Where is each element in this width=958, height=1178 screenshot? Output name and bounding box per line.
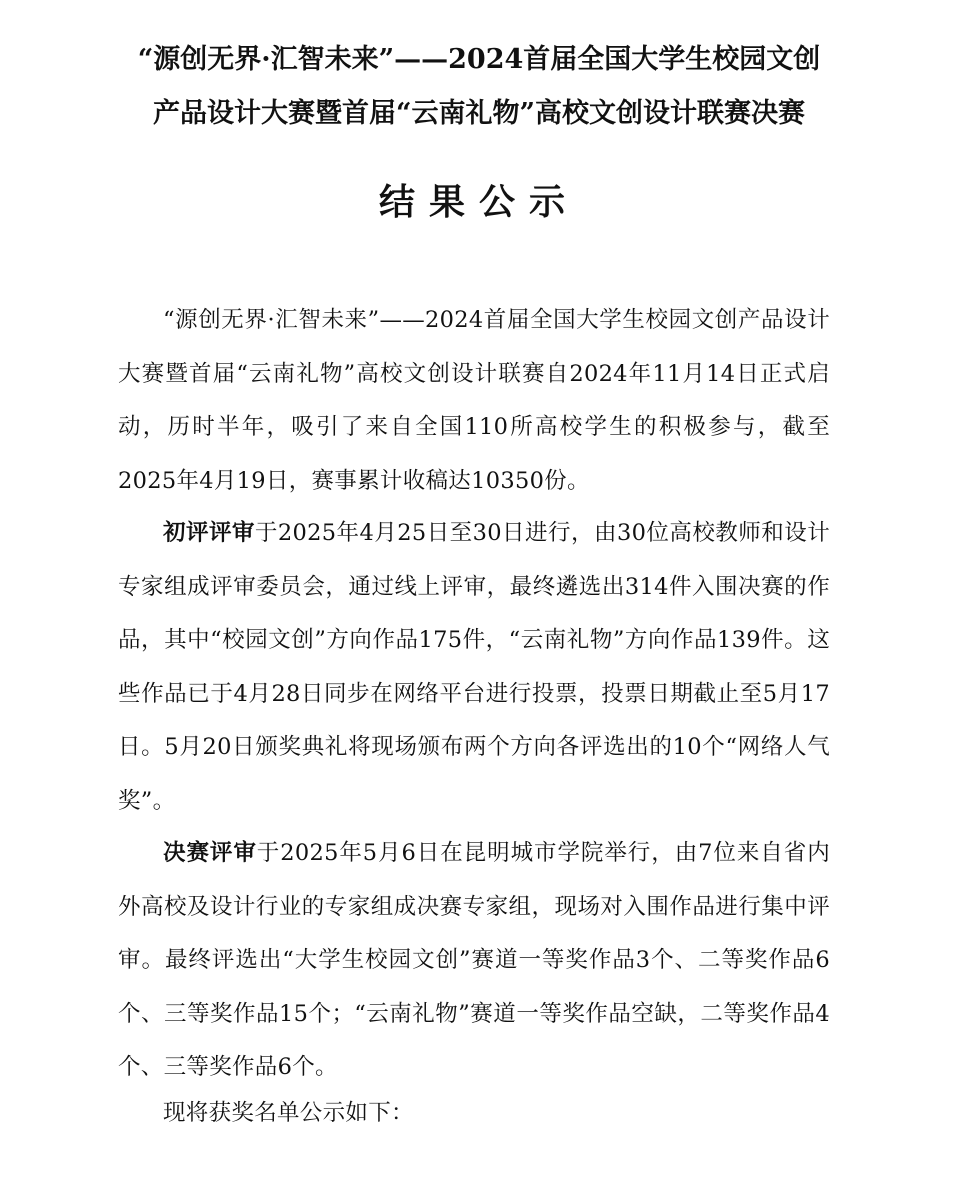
preliminary-review-label: 初评评审: [163, 520, 255, 546]
closing-paragraph: 现将获奖名单公示如下：: [163, 1100, 414, 1126]
document-title-line-1: “源创无界·汇智未来”——2024首届全国大学生校园文创: [137, 44, 821, 75]
document-title-line-2: 产品设计大赛暨首届“云南礼物”高校文创设计联赛决赛: [152, 98, 806, 129]
preliminary-review-text: 于2025年4月25日至30日进行，由30位高校教师和设计专家组成评审委员会，通过线上评审，最终遴选出314件入围决赛的作品，其中“校园文创”方向作品175件，“云南礼物”方向作品139件。这些作品已于4月28日同步在网络平台进行投票，投票日期截止至5月17日。5月20日颁奖典礼将现场颁布两个方向各评选出的10个“网络人气奖”。: [118, 520, 831, 814]
intro-paragraph: “源创无界·汇智未来”——2024首届全国大学生校园文创产品设计大赛暨首届“云南礼物”高校文创设计联赛自2024年11月14日正式启动，历时半年，吸引了来自全国110所高校学生的积极参与，截至2025年4月19日，赛事累计收稿达10350份。: [118, 307, 830, 494]
final-review-text: 于2025年5月6日在昆明城市学院举行，由7位来自省内外高校及设计行业的专家组成决赛专家组，现场对入围作品进行集中评审。最终评选出“大学生校园文创”赛道一等奖作品3个、二等奖作品6个、三等奖作品15个；“云南礼物”赛道一等奖作品空缺，二等奖作品4个、三等奖作品6个。: [118, 840, 830, 1080]
final-review-label: 决赛评审: [163, 840, 257, 866]
preliminary-review-paragraph: [118, 507, 830, 828]
document-heading: 结果公示: [378, 181, 579, 223]
final-review-paragraph: [118, 827, 830, 1095]
